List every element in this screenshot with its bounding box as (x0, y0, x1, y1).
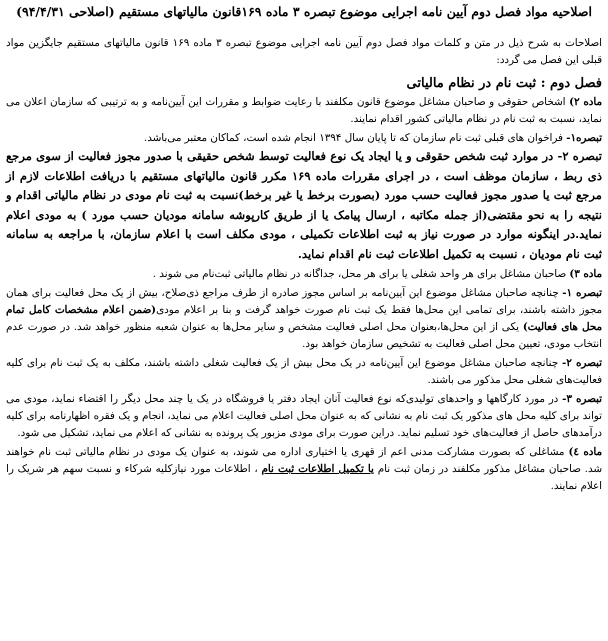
article-2-text: اشخاص حقوقی و صاحبان مشاغل موضوع قانون مکلفند با رعایت ضوابط و مقررات این آیین‌نامه و به ترتیبی که سازمان اعلان می نماید، نسبت به ثبت نام در نظام مالیاتی کشور اقدام نمایند. (6, 96, 602, 125)
article-3-label: ماده ۳) (569, 268, 602, 280)
note-4-label: تبصره ۲- (561, 357, 602, 369)
article-3-text: صاحبان مشاغل برای هر واحد شغلی یا برای هر محل، جداگانه در نظام مالیاتی ثبت‌نام می شوند . (152, 268, 567, 280)
note-1-label: تبصره۱- (566, 132, 602, 144)
article-4-underlined-text: یا تکمیل اطلاعات ثبت نام (261, 463, 374, 475)
note-2-text: در موارد ثبت شخص حقوقی و یا ایجاد یک نوع فعالیت توسط شخص حقیقی با صدور مجوز فعالیت از سوی مرجع ذی ربط ، سازمان موظف است ، در اجرای مقررات ماده ۱۶۹ مکرر قانون مالیاتهای مستقیم با دریافت اطلاعات لازم از مرجع ثبت یا صدور مجوز فعالیت حسب مورد (بصورت برخط یا غیر برخط)نسبت به ثبت نام مودی در نظام مالیاتی اقدام و نتیجه را به نحو مقتضی(از جمله مکاتبه ، ارسال پیامک یا از طریق کارپوشه سامانه مودیان حسب مورد ) به مودی اعلام نماید.در اینگونه موارد در صورت نیاز به ثبت اطلاعات تکمیلی ، مودی مکلف است با اعلام سازمان، با مراجعه به سامانه ثبت نام مودیان ، نسبت به تکمیل اطلاعات ثبت نام اقدام نماید. (6, 149, 602, 261)
note-4 (6, 355, 602, 389)
note-1 (6, 130, 602, 147)
note-2-label: تبصره ۲- (557, 149, 602, 163)
article-4-text-a: مشاغلی که بصورت مشارکت مدنی اعم از قهری یا اختیاری اداره می شوند، به عنوان یک مودی در نظام مالیاتی ثبت نام خواهند شد. صاحبان مشاغل مذکور مکلفند در زمان ثبت نام (6, 446, 602, 475)
note-3-bold-text: (ضمن اعلام مشخصات کامل تمام محل های فعالیت) (6, 304, 602, 333)
note-5 (6, 391, 602, 442)
note-5-text: در مورد کارگاهها و واحدهای تولیدی‌که نوع فعالیت آنان ایجاد دفتر یا فروشگاه در یک یا چند محل دیگر را اقتضاء نماید، مودی می تواند برای کلیه محل های مذکور یک ثبت نام به نشانی که به عنوان محل اصلی فعالیت اعلام می نماید، انجام و یک فقره اظهارنامه برای کلیه درآمدهای حاصل از فعالیت‌های خود تسلیم نماید. دراین صورت برای مودی مزبور یک پرونده به نشانی که اعلام می نماید، تشکیل می شود. (6, 393, 602, 439)
note-2 (6, 147, 602, 264)
article-4-label: ماده ٤) (568, 446, 602, 458)
article-2-label: ماده ۲) (569, 96, 603, 108)
chapter-heading: فصل دوم : ثبت نام در نظام مالیاتی (406, 76, 602, 91)
note-1-text: فراخوان های قبلی ثبت نام سازمان که تا پایان سال ۱۳۹۴ انجام شده است، کماکان معتبر می‌باشد. (143, 132, 563, 144)
note-3 (6, 285, 602, 353)
article-2 (6, 94, 602, 128)
note-4-text: چنانچه صاحبان مشاغل موضوع این آیین‌نامه در یک محل بیش از یک فعالیت شغلی داشته باشند، مکلف به یک ثبت نام برای کلیه فعالیت‌های شغلی محل مذکور می باشند. (6, 357, 602, 386)
note-3-label: تبصره ۱- (562, 287, 602, 299)
document-title: اصلاحیه مواد فصل دوم آیین نامه اجرایی موضوع تبصره ۳ ماده ۱۶۹قانون مالیاتهای مستقیم (اصلاحی ۹۴/۴/۳۱) (16, 4, 592, 19)
article-4 (6, 444, 602, 495)
article-3 (6, 266, 602, 283)
note-5-label: تبصره ۳- (562, 393, 602, 405)
note-3-text-a: چنانچه صاحبان مشاغل موضوع این آیین‌نامه بر اساس مجوز صادره از طرف مراجع ذی‌صلاح، بیش از یک محل فعالیت برای همان مجوز داشته باشند، برای تمامی این محل‌ها فقط یک ثبت نام صورت خواهد گرفت و بنا بر اعلام مودی (6, 287, 602, 316)
article-4-text-b: ، اطلاعات مورد نیازکلیه شرکاء و نسبت سهم هر شریک را اعلام نمایند. (6, 463, 602, 492)
note-3-text-b: یکی از این محل‌ها،بعنوان محل اصلی فعالیت مشخص و سایر محل‌ها به عنوان شعبه منظور خواهد شد. در صورت عدم انتخاب مودی، تعیین محل اصلی فعالیت به تشخیص سازمان خواهد بود. (6, 321, 602, 350)
intro-paragraph: اصلاحات به شرح ذیل در متن و کلمات مواد فصل دوم آیین نامه اجرایی موضوع تبصره ۳ ماده ۱۶۹ قانون مالیاتهای مستقیم جایگزین مواد قبلی این فصل می گردد: (6, 37, 602, 66)
